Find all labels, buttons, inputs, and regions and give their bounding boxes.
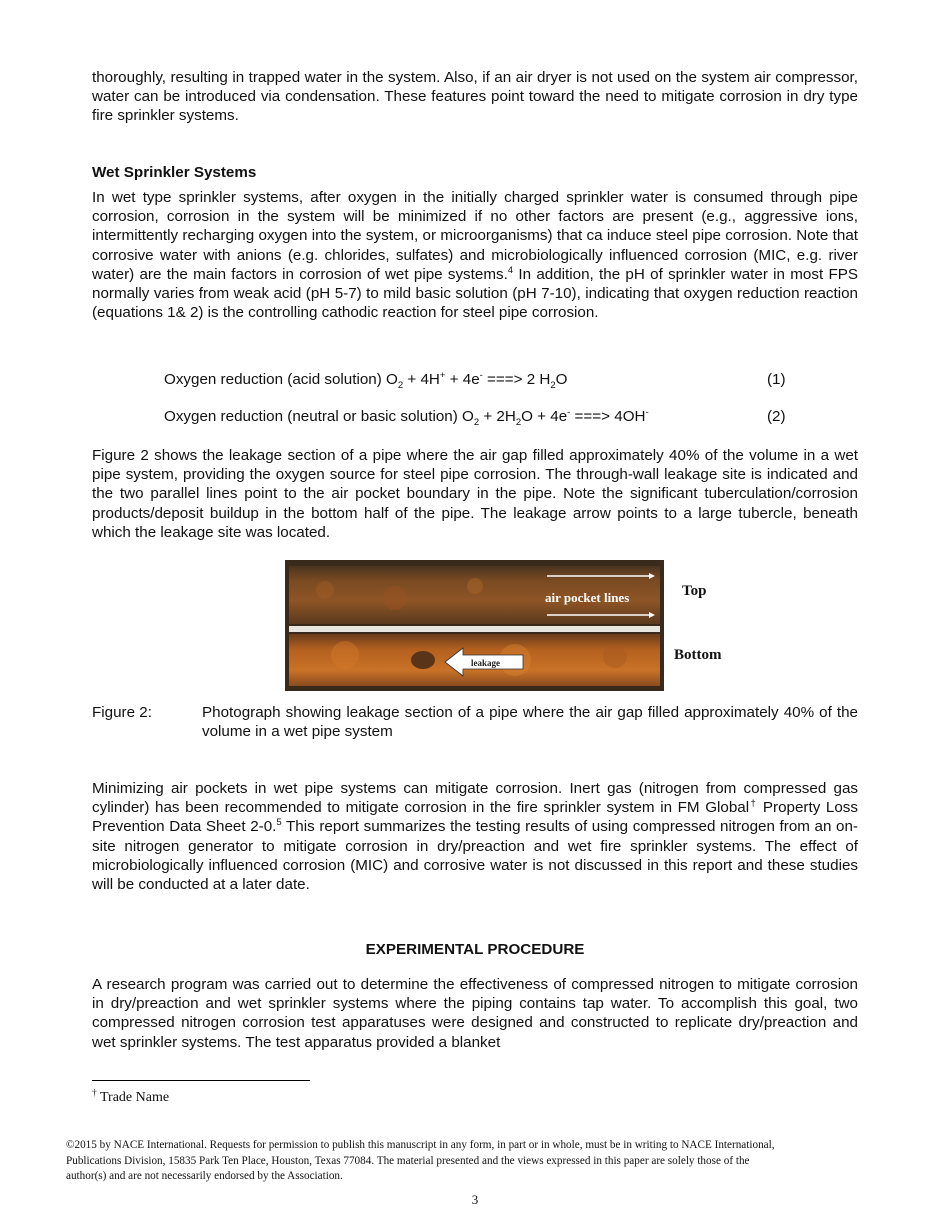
reference-4: 4 bbox=[507, 264, 514, 276]
mitigation-paragraph bbox=[92, 779, 858, 894]
eq2-water-sub: 2 bbox=[515, 417, 522, 429]
equation-1-number: (1) bbox=[767, 371, 786, 388]
pipe-gap bbox=[289, 626, 660, 632]
intro-paragraph: thoroughly, resulting in trapped water in the system. Also, if an air dryer is not used on the system air compressor, water can be introduced via condensation. These features point toward the need to mitigate corrosion in dry type fire sprinkler systems. bbox=[92, 69, 858, 125]
footnote-text: Trade Name bbox=[96, 1090, 170, 1105]
page-number: 3 bbox=[471, 1192, 479, 1207]
air-pocket-label: air pocket lines bbox=[545, 590, 630, 605]
eq2-sup-minus: - bbox=[567, 406, 571, 418]
eq2-sub: 2 bbox=[473, 417, 480, 429]
copyright-notice: ©2015 by NACE International. Requests for permission to publish this manuscript in any form, in part or in whole, must be in writing to NACE International, Publications Division, 15835 Park Ten Place, Houston, Texas 77084. The material presented and the views expressed in this paper are solely those of the author(s) and are not necessarily endorsed by the Association. bbox=[66, 1139, 775, 1183]
tubercle bbox=[411, 651, 435, 669]
leakage-label: leakage bbox=[471, 658, 500, 668]
eq1-sup-plus: + bbox=[439, 369, 446, 381]
mitigation-part2: Property Loss Prevention Data Sheet 2-0. bbox=[92, 799, 858, 836]
footnote-mark: † bbox=[92, 1088, 97, 1099]
figure-label-bottom: Bottom bbox=[674, 647, 722, 663]
eq1-label: Oxygen reduction (acid solution) O bbox=[164, 371, 398, 388]
figure-caption-text: Photograph showing leakage section of a pipe where the air gap filled approximately 40% of the volume in a wet pipe system bbox=[202, 704, 858, 741]
section-heading-wet-sprinkler: Wet Sprinkler Systems bbox=[92, 164, 257, 181]
eq2-water: + 2H bbox=[479, 408, 516, 425]
wet-para-part1: In wet type sprinkler systems, after oxygen in the initially charged sprinkler water is consumed through pipe corrosion, corrosion in the system will be minimized if no other factors are present (e.g., aggressive ions, intermittently recharging oxygen into the system, or microorganisms) that ca induce steel pipe corrosion. Note that corrosive water with anions (e.g. chlorides, sulfates) and microbiologically influenced corrosion (MIC, e.g. river water) are the main factors in corrosion of wet pipe systems. bbox=[92, 189, 858, 283]
eq1-tail: O bbox=[555, 371, 568, 388]
figure-intro-paragraph: Figure 2 shows the leakage section of a pipe where the air gap filled approximately 40% of the volume in a wet pipe system, providing the oxygen source for steel pipe corrosion. The through-wall leakage site is indicated and the two parallel lines point to the air pocket boundary in the pipe. Note the significant tuberculation/corrosion products/deposit buildup in the bottom half of the pipe. The leakage arrow points to a large tubercle, beneath which the leakage site was located. bbox=[92, 447, 858, 541]
trade-name-dagger: † bbox=[749, 798, 758, 810]
eq1-water-sub: 2 bbox=[550, 380, 556, 392]
footnote bbox=[92, 1090, 169, 1106]
eq2-arrow: ===> 4OH bbox=[570, 408, 646, 425]
eq1-electrons: + 4e bbox=[445, 371, 480, 388]
pipe-leakage-photograph bbox=[285, 560, 664, 691]
eq1-sup-minus: - bbox=[479, 369, 483, 381]
figure-label-top: Top bbox=[682, 583, 707, 599]
footnote-divider bbox=[92, 1080, 310, 1081]
eq1-arrow: ===> 2 H bbox=[482, 371, 551, 388]
mitigation-part3: This report summarizes the testing results of using compressed nitrogen from an on-site nitrogen generator to mitigate corrosion in dry/preaction and wet fire sprinkler systems. The effect of microbiologically influenced corrosion (MIC) and corrosive water is not discussed in this report and these studies will be conducted at a later date. bbox=[92, 818, 858, 894]
figure-caption-label: Figure 2: bbox=[92, 704, 152, 721]
wet-sprinkler-paragraph bbox=[92, 188, 858, 322]
equation-1 bbox=[164, 369, 568, 392]
eq2-label: Oxygen reduction (neutral or basic solution) O bbox=[164, 408, 474, 425]
experimental-paragraph: A research program was carried out to determine the effectiveness of compressed nitrogen to mitigate corrosion in dry/preaction and wet sprinkler systems where the piping contains tap water. To accomplish this goal, two compressed nitrogen corrosion test apparatuses were designed and constructed to replicate dry/preaction and wet sprinkler systems. The test apparatus provided a blanket bbox=[92, 976, 858, 1051]
equation-2 bbox=[164, 406, 649, 429]
reference-5: 5 bbox=[276, 817, 282, 829]
eq1-h-plus: + 4H bbox=[403, 371, 440, 388]
eq1-sub: 2 bbox=[397, 380, 404, 392]
equation-2-number: (2) bbox=[767, 408, 786, 425]
eq2-hydroxide-sup: - bbox=[645, 406, 649, 418]
mitigation-part1: Minimizing air pockets in wet pipe systems can mitigate corrosion. Inert gas (nitrogen from compressed gas cylinder) has been recommended to mitigate corrosion in the fire sprinkler system in FM Global bbox=[92, 780, 858, 817]
eq2-electrons: O + 4e bbox=[521, 408, 568, 425]
wet-para-part2: In addition, the pH of sprinkler water in most FPS normally varies from weak acid (pH 5-7) to mild basic solution (pH 7-10), indicating that oxygen reduction reaction (equations 1& 2) is the controlling cathodic reaction for steel pipe corrosion. bbox=[92, 265, 858, 322]
section-heading-experimental: EXPERIMENTAL PROCEDURE bbox=[365, 941, 585, 958]
